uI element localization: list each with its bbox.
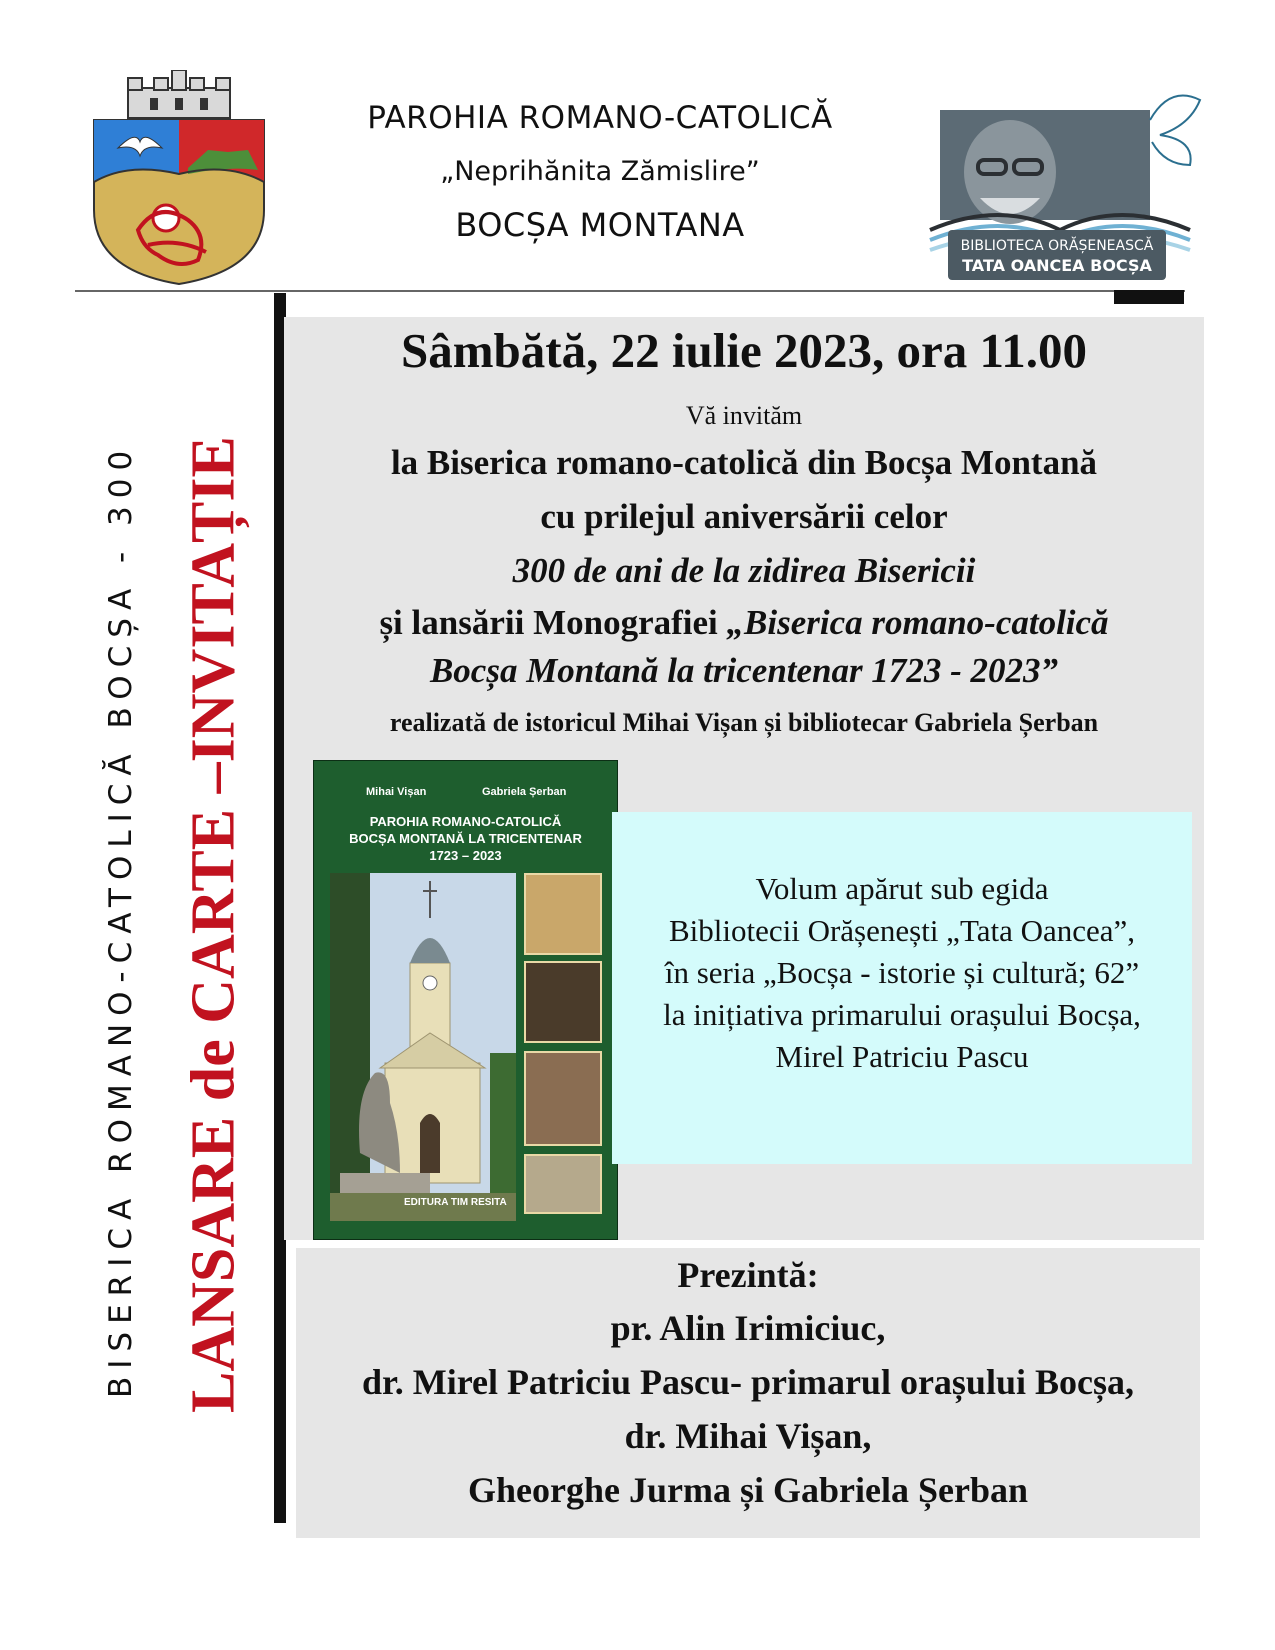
library-logo (920, 80, 1210, 286)
cover-author-2: Gabriela Șerban (482, 786, 567, 798)
library-logo-line2: TATA OANCEA BOCȘA (962, 256, 1152, 275)
monograph-launch (284, 603, 1204, 643)
event-occasion: cu prilejul aniversării celor (540, 497, 948, 536)
cover-publisher: EDITURA TIM RESITA (404, 1197, 507, 1208)
parish-town: BOCȘA MONTANA (455, 206, 745, 244)
cover-thumbnail-plaque (524, 1154, 602, 1214)
header-divider-accent (1114, 290, 1184, 304)
cover-title (314, 813, 617, 864)
cover-title-line3: 1723 – 2023 (429, 848, 502, 863)
volume-note-line1: Volum apărut sub egida (755, 871, 1049, 906)
presenter-2: dr. Mirel Patriciu Pascu- primarul orașului Bocșa, (362, 1362, 1134, 1402)
anniversary-text: 300 de ani de la zidirea Bisericii (512, 551, 976, 590)
presenters-heading: Prezintă: (677, 1255, 819, 1295)
parish-name: PAROHIA ROMANO-CATOLICĂ (367, 100, 833, 136)
volume-note-line3: în seria „Bocșa - istorie și cultură; 62” (664, 955, 1140, 990)
volume-note-line4: la inițiativa primarului orașului Bocșa, (663, 997, 1141, 1032)
cover-thumbnail-altar (524, 1051, 602, 1146)
presenter-4: Gheorghe Jurma și Gabriela Șerban (468, 1470, 1028, 1510)
town-coat-of-arms (88, 70, 270, 286)
cover-thumbnail-facade (524, 873, 602, 955)
side-title-church: BISERICA ROMANO-CATOLICĂ BOCȘA - 300 (103, 442, 139, 1398)
side-title-launch: LANSARE de CARTE –INVITAȚIE (179, 436, 248, 1414)
monograph-title-part1: „Biserica romano-catolică (726, 603, 1109, 642)
event-location: la Biserica romano-catolică din Bocșa Montană (390, 443, 1098, 482)
cover-thumbnail-interior (524, 961, 602, 1043)
event-date: Sâmbătă, 22 iulie 2023, ora 11.00 (400, 323, 1088, 378)
header-divider (75, 290, 1185, 292)
book-cover (313, 760, 618, 1240)
presenter-3: dr. Mihai Vișan, (624, 1416, 872, 1456)
cover-author-1: Mihai Vișan (366, 786, 427, 798)
church-photo (330, 873, 516, 1221)
invite-text: Vă invităm (685, 401, 803, 430)
volume-note-line2: Bibliotecii Orășenești „Tata Oancea”, (668, 913, 1136, 948)
monograph-authors: realizată de istoricul Mihai Vișan și bibliotecar Gabriela Șerban (389, 708, 1099, 737)
presenter-1: pr. Alin Irimiciuc, (610, 1308, 886, 1348)
volume-note-line5: Mirel Patriciu Pascu (775, 1039, 1029, 1074)
cover-title-line2: BOCȘA MONTANĂ LA TRICENTENAR (349, 831, 582, 846)
monograph-title-part2: Bocșa Montană la tricentenar 1723 - 2023” (429, 651, 1059, 690)
cover-title-line1: PAROHIA ROMANO-CATOLICĂ (369, 814, 562, 829)
monograph-launch-prefix: și lansării Monografiei (379, 603, 727, 642)
volume-note-box (612, 812, 1192, 1164)
parish-dedication: „Neprihănita Zămislire” (440, 156, 760, 187)
library-logo-line1: BIBLIOTECA ORĂȘENEASCĂ (960, 238, 1154, 254)
